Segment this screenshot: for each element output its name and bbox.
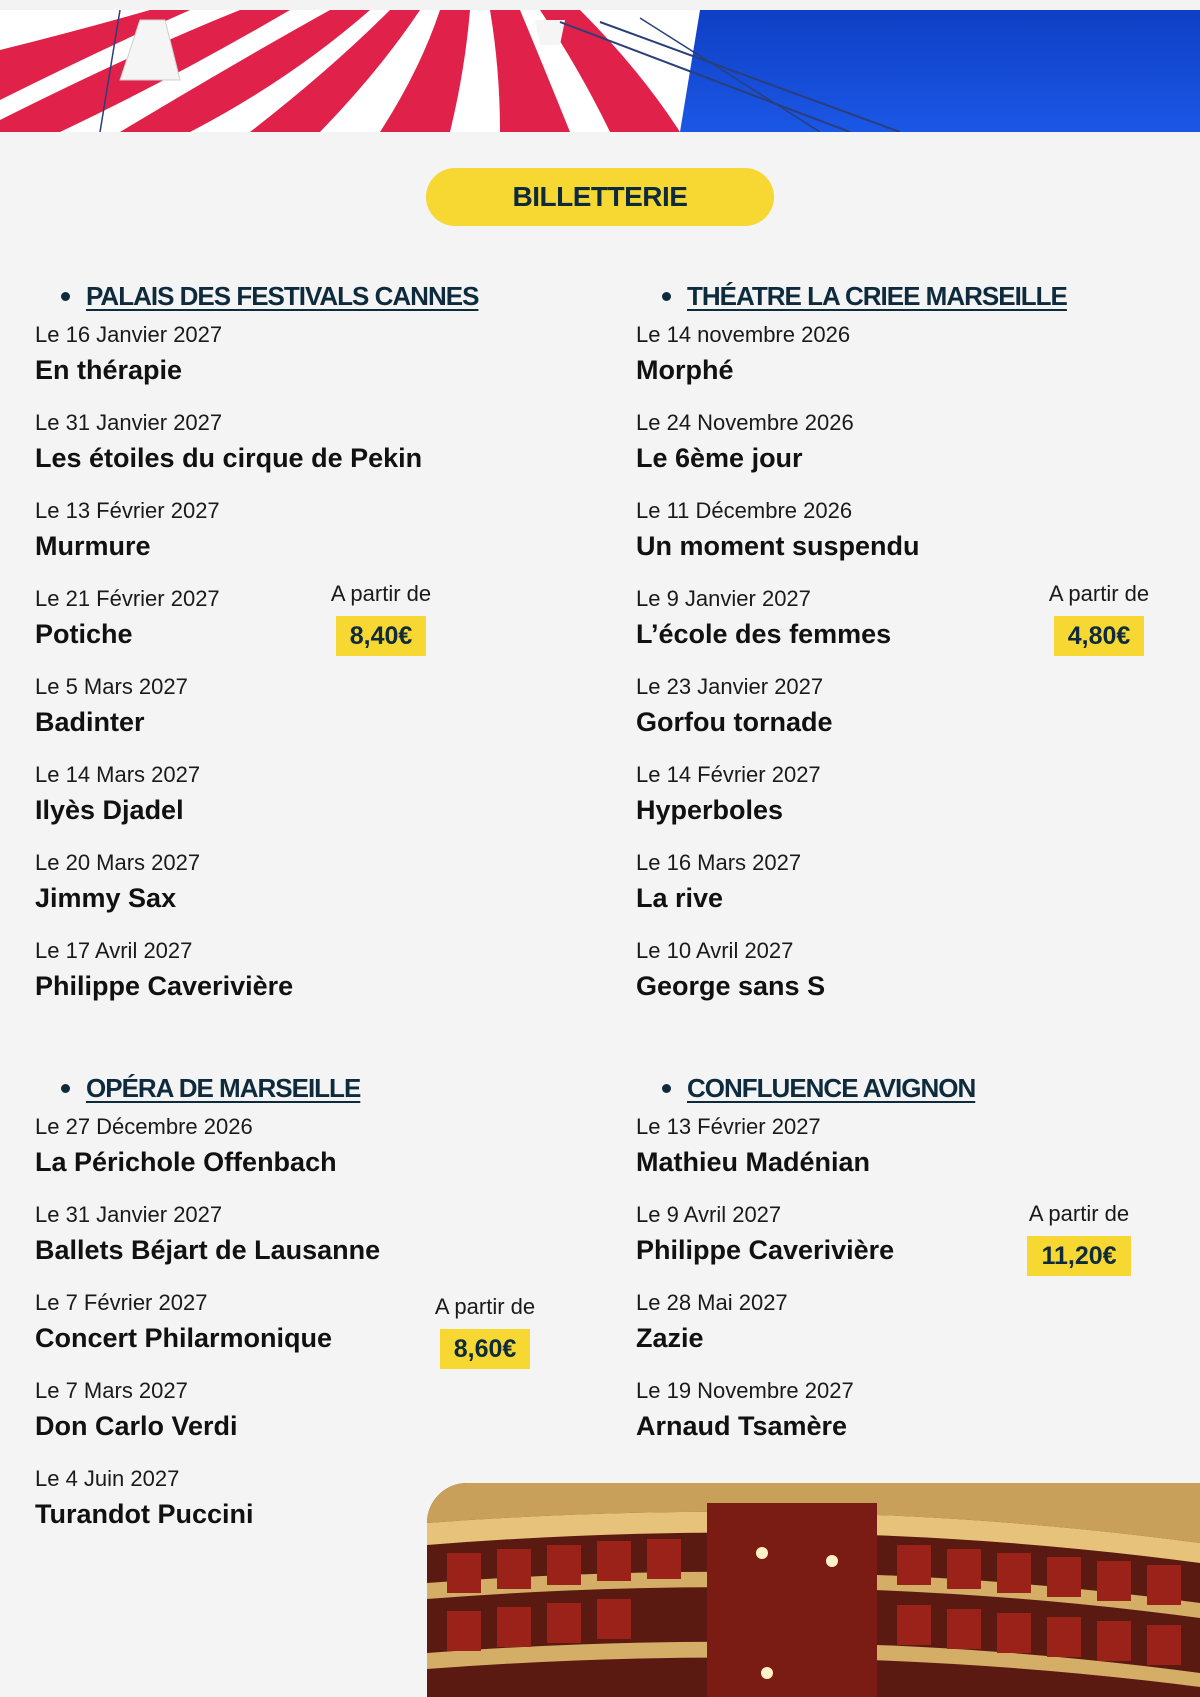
- event-title: Don Carlo Verdi: [35, 1411, 238, 1441]
- event-date: Le 9 Janvier 2027: [636, 586, 811, 611]
- event-title: Concert Philarmonique: [35, 1323, 333, 1353]
- event-title: Philippe Caverivière: [636, 1235, 895, 1265]
- event-date: Le 10 Avril 2027: [636, 938, 794, 963]
- event-item[interactable]: [636, 409, 1196, 497]
- event-title: La Périchole Offenbach: [35, 1147, 337, 1177]
- event-title: Morphé: [636, 355, 734, 385]
- bullet-icon: [61, 1084, 70, 1093]
- event-date: Le 11 Décembre 2026: [636, 498, 853, 523]
- event-date: Le 5 Mars 2027: [35, 674, 188, 699]
- event-title: Philippe Caverivière: [35, 971, 294, 1001]
- price-tag-opera: [420, 1293, 550, 1369]
- ticketing-button[interactable]: [426, 168, 774, 226]
- event-title: Mathieu Madénian: [636, 1147, 871, 1177]
- event-item[interactable]: [35, 1201, 595, 1289]
- price-tag-avignon: [1014, 1200, 1144, 1276]
- price-label: A partir de: [1028, 1201, 1130, 1226]
- theatre-interior-image: [427, 1483, 1200, 1697]
- bullet-icon: [662, 292, 671, 301]
- event-title: Ilyès Djadel: [35, 795, 184, 825]
- event-date: Le 20 Mars 2027: [35, 850, 201, 875]
- event-item[interactable]: [636, 673, 1196, 761]
- event-item[interactable]: [35, 1113, 595, 1201]
- venue-title-link[interactable]: OPÉRA DE MARSEILLE: [86, 1072, 361, 1103]
- event-item[interactable]: [35, 937, 595, 1025]
- event-title: Hyperboles: [636, 795, 784, 825]
- event-title: La rive: [636, 883, 724, 913]
- event-title: Jimmy Sax: [35, 883, 177, 913]
- event-date: Le 9 Avril 2027: [636, 1202, 782, 1227]
- event-title: Badinter: [35, 707, 145, 737]
- price-tag-cannes: [316, 580, 446, 656]
- event-title: Potiche: [35, 619, 133, 649]
- bullet-icon: [662, 1084, 671, 1093]
- event-item[interactable]: [636, 849, 1196, 937]
- event-date: Le 13 Février 2027: [636, 1114, 821, 1139]
- price-value: 4,80€: [1054, 616, 1145, 656]
- event-date: Le 14 Mars 2027: [35, 762, 201, 787]
- event-title: Ballets Béjart de Lausanne: [35, 1235, 381, 1265]
- venue-title-link[interactable]: THÉATRE LA CRIEE MARSEILLE: [687, 280, 1067, 311]
- venue-title-link[interactable]: CONFLUENCE AVIGNON: [687, 1072, 976, 1103]
- event-date: Le 24 Novembre 2026: [636, 410, 854, 435]
- event-title: Murmure: [35, 531, 151, 561]
- event-date: Le 7 Mars 2027: [35, 1378, 188, 1403]
- event-item[interactable]: [636, 321, 1196, 409]
- event-date: Le 19 Novembre 2027: [636, 1378, 854, 1403]
- event-date: Le 14 novembre 2026: [636, 322, 851, 347]
- event-title: Arnaud Tsamère: [636, 1411, 848, 1441]
- circus-tent-banner: [0, 10, 1200, 132]
- event-item[interactable]: [35, 409, 595, 497]
- price-tag-criee: [1034, 580, 1164, 656]
- event-date: Le 4 Juin 2027: [35, 1466, 180, 1491]
- price-value: 8,60€: [440, 1329, 531, 1369]
- venue-section-cannes: [35, 279, 595, 1025]
- price-value: 8,40€: [336, 616, 427, 656]
- event-item[interactable]: [636, 1289, 1196, 1377]
- event-title: Le 6ème jour: [636, 443, 803, 473]
- event-date: Le 21 Février 2027: [35, 586, 220, 611]
- event-item[interactable]: [35, 761, 595, 849]
- event-date: Le 14 Février 2027: [636, 762, 821, 787]
- price-label: A partir de: [1048, 581, 1150, 606]
- price-value: 11,20€: [1027, 1236, 1130, 1276]
- event-title: L’école des femmes: [636, 619, 892, 649]
- event-title: Gorfou tornade: [636, 707, 833, 737]
- event-item[interactable]: [636, 1113, 1196, 1201]
- venue-title-link[interactable]: PALAIS DES FESTIVALS CANNES: [86, 280, 479, 311]
- event-item[interactable]: [35, 849, 595, 937]
- event-item[interactable]: [636, 761, 1196, 849]
- event-title: En thérapie: [35, 355, 183, 385]
- event-date: Le 16 Mars 2027: [636, 850, 802, 875]
- event-item[interactable]: [636, 1377, 1196, 1465]
- event-date: Le 7 Février 2027: [35, 1290, 208, 1315]
- event-date: Le 27 Décembre 2026: [35, 1114, 253, 1139]
- event-item[interactable]: [35, 497, 595, 585]
- event-date: Le 13 Février 2027: [35, 498, 220, 523]
- event-date: Le 23 Janvier 2027: [636, 674, 824, 699]
- event-title: Un moment suspendu: [636, 531, 920, 561]
- event-item[interactable]: [636, 497, 1196, 585]
- event-title: Turandot Puccini: [35, 1499, 254, 1529]
- event-title: George sans S: [636, 971, 826, 1001]
- event-item[interactable]: [35, 673, 595, 761]
- price-label: A partir de: [330, 581, 432, 606]
- event-date: Le 17 Avril 2027: [35, 938, 193, 963]
- event-item[interactable]: [35, 321, 595, 409]
- event-item[interactable]: [35, 585, 595, 673]
- event-title: Les étoiles du cirque de Pekin: [35, 443, 423, 473]
- ticketing-button-label: BILLETTERIE: [512, 181, 688, 212]
- event-item[interactable]: [636, 937, 1196, 1025]
- bullet-icon: [61, 292, 70, 301]
- event-item[interactable]: [35, 1377, 595, 1465]
- event-date: Le 16 Janvier 2027: [35, 322, 223, 347]
- event-date: Le 28 Mai 2027: [636, 1290, 788, 1315]
- event-date: Le 31 Janvier 2027: [35, 410, 223, 435]
- event-title: Zazie: [636, 1323, 704, 1353]
- price-label: A partir de: [434, 1294, 536, 1319]
- event-date: Le 31 Janvier 2027: [35, 1202, 223, 1227]
